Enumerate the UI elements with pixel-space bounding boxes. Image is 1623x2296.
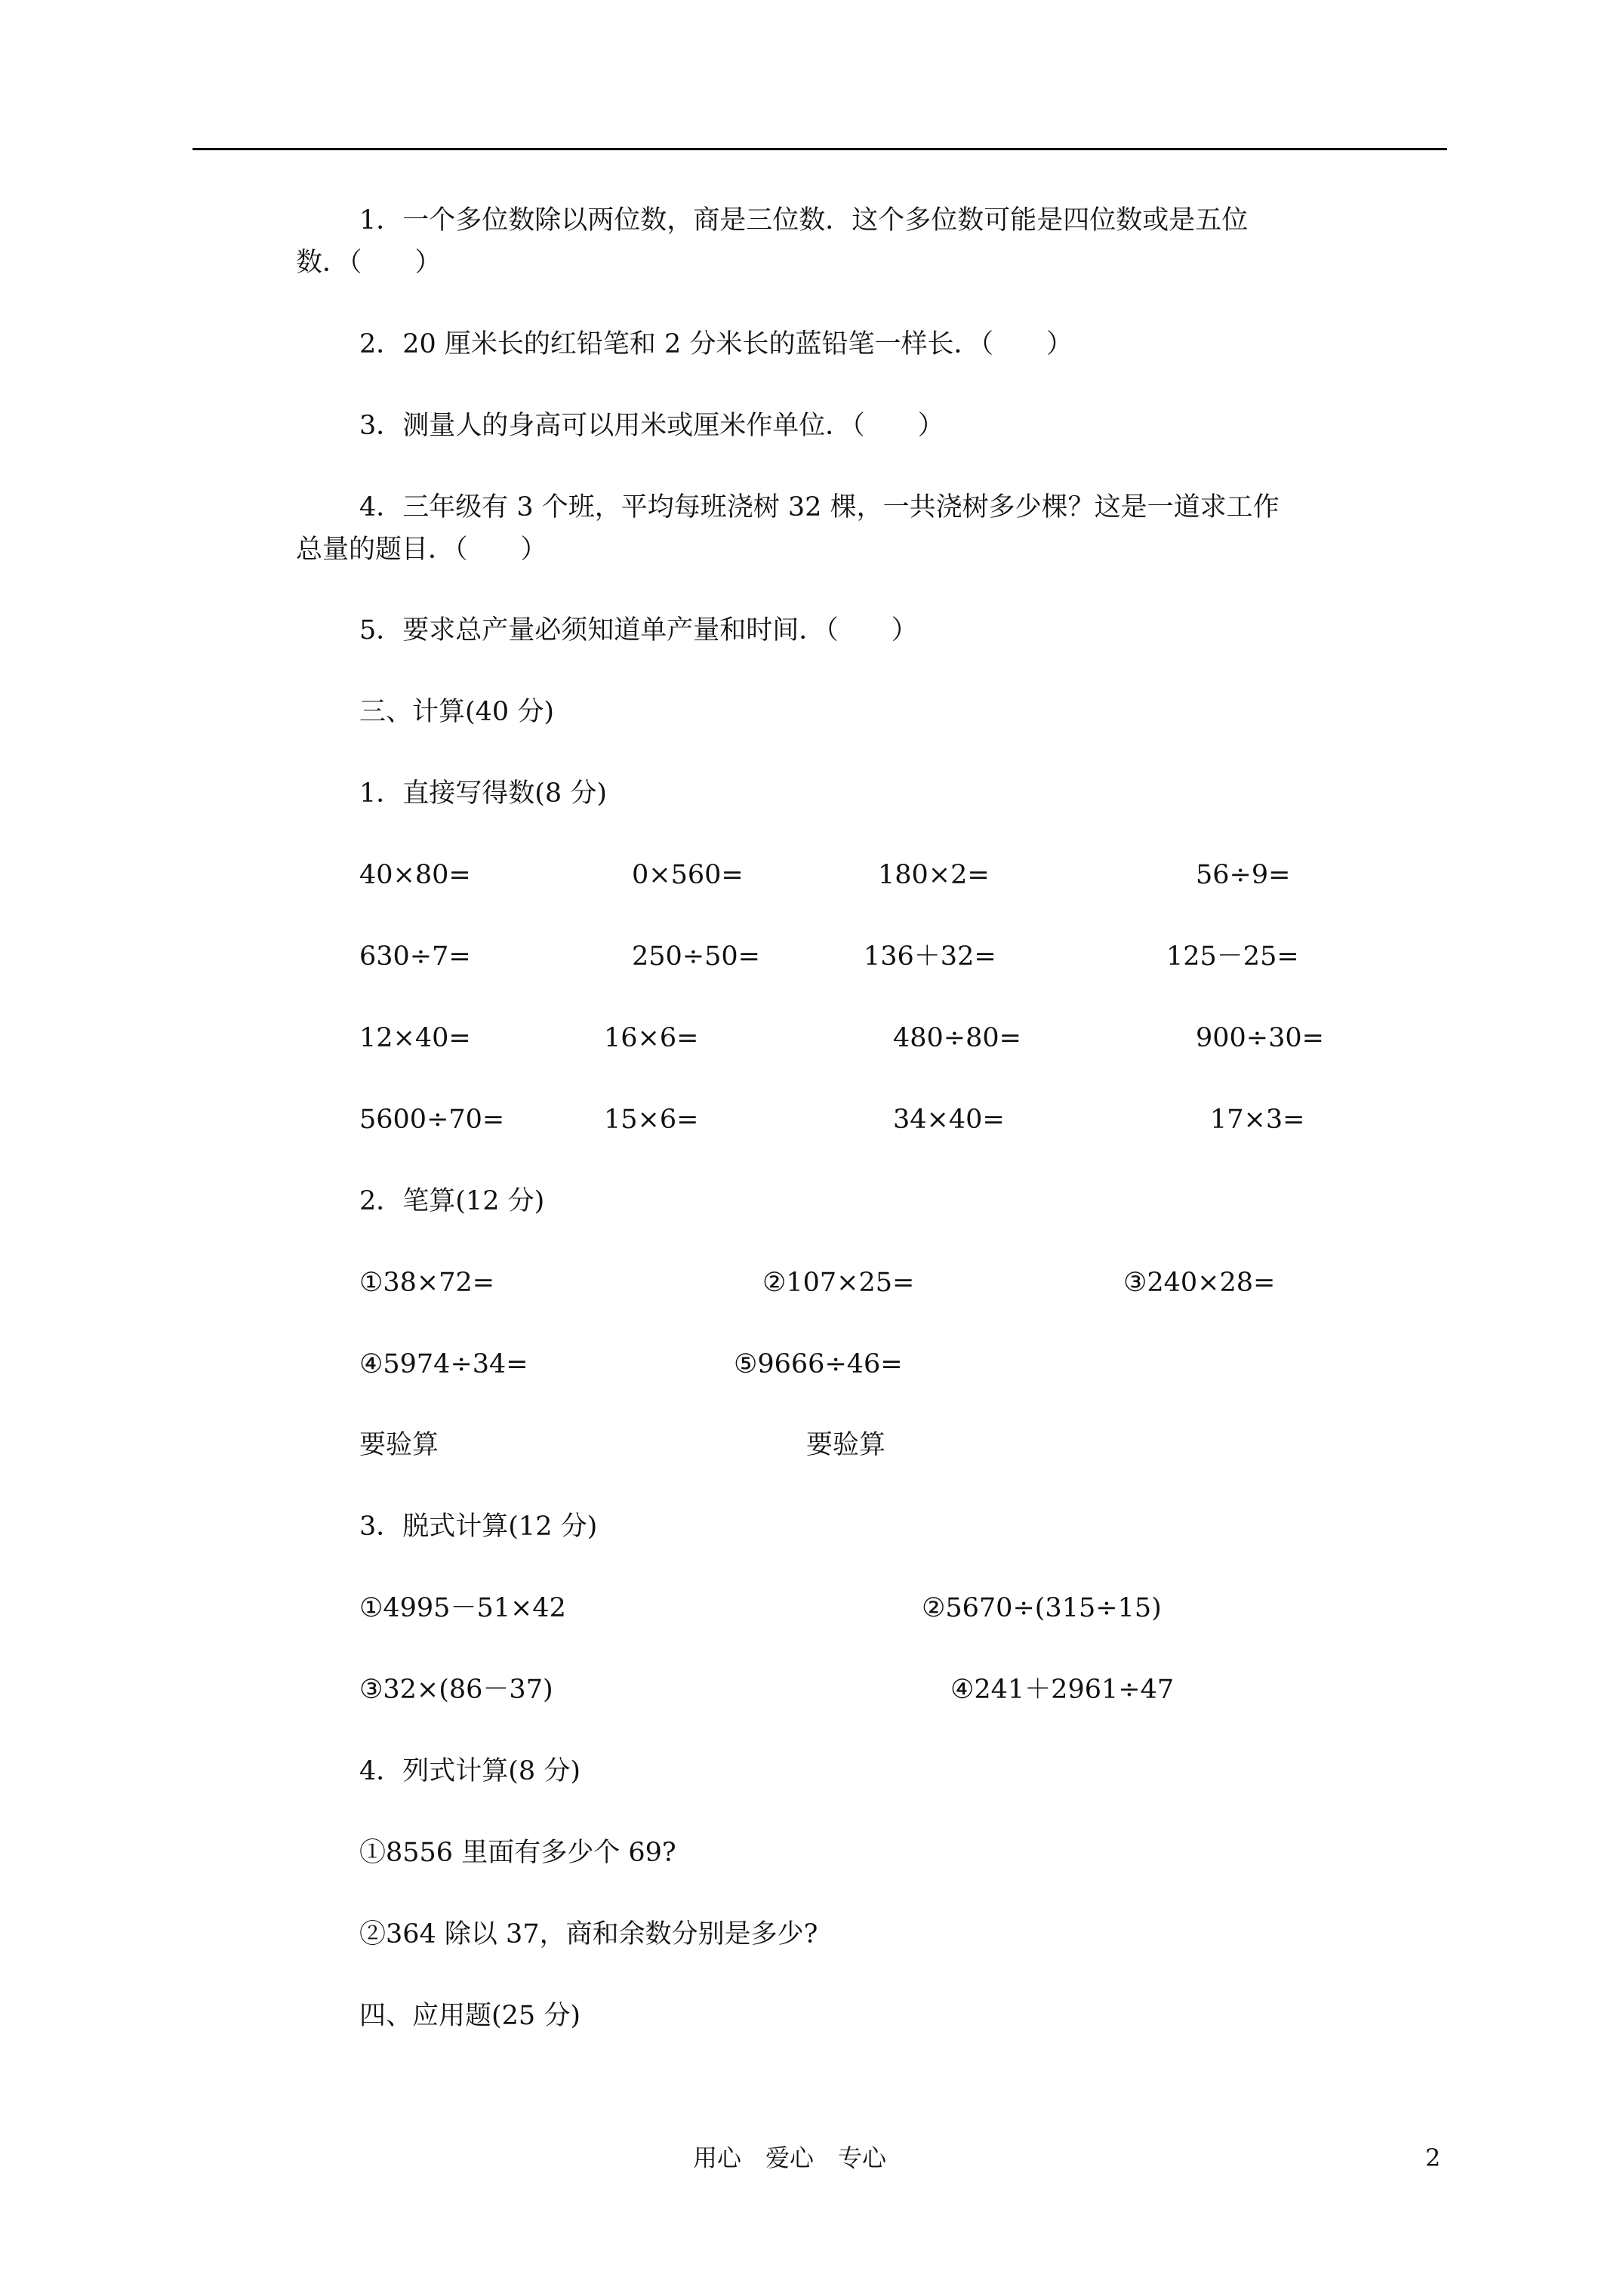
oral-item: 34×40= <box>893 1105 1005 1135</box>
section-4-title: 四、应用题(25 分) <box>359 2001 581 2031</box>
oral-item: 12×40= <box>359 1023 471 1053</box>
written-item: ③240×28= <box>1123 1268 1276 1298</box>
oral-item: 17×3= <box>1210 1105 1305 1135</box>
oral-item: 250÷50= <box>632 942 760 972</box>
header-rule <box>192 148 1447 150</box>
question-1-line-1: 1．一个多位数除以两位数，商是三位数．这个多位数可能是四位数或是五位 <box>359 205 1249 236</box>
part-2-title: 2．笔算(12 分) <box>359 1186 545 1216</box>
oral-item: 900÷30= <box>1196 1023 1324 1053</box>
verify-note: 要验算 <box>359 1430 439 1460</box>
oral-item: 16×6= <box>604 1023 699 1053</box>
question-1-line-2: 数．（ ） <box>296 248 442 278</box>
oral-item: 15×6= <box>604 1105 699 1135</box>
part-1-title: 1．直接写得数(8 分) <box>359 778 607 809</box>
written-item: ①38×72= <box>359 1268 495 1298</box>
oral-item: 40×80= <box>359 860 471 890</box>
verify-note: 要验算 <box>806 1430 886 1460</box>
page-number: 2 <box>1425 2143 1441 2172</box>
stepwise-item: ③32×(86－37) <box>359 1675 553 1705</box>
section-3-title: 三、计算(40 分) <box>359 697 554 727</box>
oral-item: 0×560= <box>632 860 744 890</box>
expression-item: ②364 除以 37，商和余数分别是多少? <box>359 1919 818 1949</box>
stepwise-item: ①4995－51×42 <box>359 1593 566 1623</box>
oral-item: 56÷9= <box>1196 860 1291 890</box>
oral-item: 136＋32= <box>864 942 996 972</box>
question-3: 3．测量人的身高可以用米或厘米作单位．（ ） <box>359 411 944 441</box>
written-item: ⑤9666÷46= <box>734 1349 903 1379</box>
question-4-line-1: 4．三年级有 3 个班，平均每班浇树 32 棵，一共浇树多少棵？这是一道求工作 <box>359 492 1280 522</box>
question-5: 5．要求总产量必须知道单产量和时间．（ ） <box>359 615 918 646</box>
oral-item: 5600÷70= <box>359 1105 505 1135</box>
stepwise-item: ②5670÷(315÷15) <box>922 1593 1162 1623</box>
question-2: 2．20 厘米长的红铅笔和 2 分米长的蓝铅笔一样长．（ ） <box>359 329 1073 359</box>
written-item: ④5974÷34= <box>359 1349 528 1379</box>
part-3-title: 3．脱式计算(12 分) <box>359 1512 598 1542</box>
stepwise-item: ④241＋2961÷47 <box>950 1675 1175 1705</box>
written-item: ②107×25= <box>762 1268 915 1298</box>
oral-item: 480÷80= <box>893 1023 1021 1053</box>
oral-item: 125－25= <box>1166 942 1299 972</box>
oral-item: 630÷7= <box>359 942 471 972</box>
question-4-line-2: 总量的题目．（ ） <box>296 535 547 565</box>
oral-item: 180×2= <box>878 860 990 890</box>
part-4-title: 4．列式计算(8 分) <box>359 1756 581 1786</box>
footer-motto: 用心 爱心 专心 <box>693 2143 887 2172</box>
expression-item: ①8556 里面有多少个 69? <box>359 1838 676 1868</box>
